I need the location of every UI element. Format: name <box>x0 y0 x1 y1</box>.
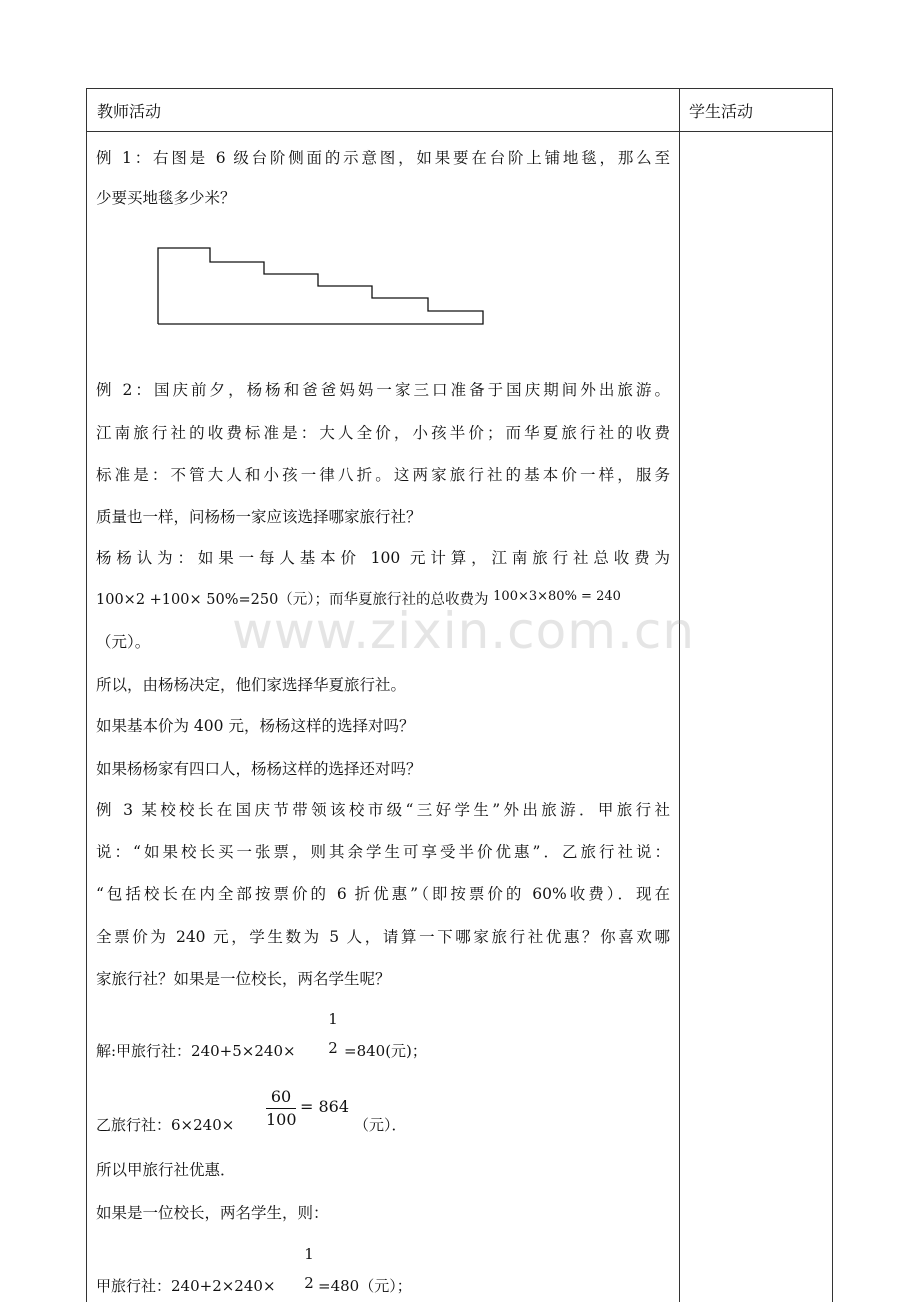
staircase-diagram <box>150 238 490 338</box>
ex2-line-2: 江南旅行社的收费标准是：大人全价，小孩半价；而华夏旅行社的收费 <box>96 424 670 442</box>
ex1-line-2: 少要买地毯多少米？ <box>96 189 236 207</box>
solution-1-result: =840(元)； <box>344 1042 427 1060</box>
ex2-line-4: 质量也一样，问杨杨一家应该选择哪家旅行社？ <box>96 508 422 526</box>
ex2-line-8: 所以，由杨杨决定，他们家选择华夏旅行社。 <box>96 676 407 694</box>
conclusion-line: 所以甲旅行社优惠． <box>96 1161 236 1179</box>
ex2-line-7: （元）。 <box>96 633 151 651</box>
solution-3-prefix: 甲旅行社：240+2×240× <box>96 1277 276 1295</box>
fraction-2-denominator: 100 <box>266 1110 297 1129</box>
ex3-line-3: “包括校长在内全部按票价的 6 折优惠”（即按票价的 60%收费）．现在 <box>96 885 670 903</box>
ex1-line-1: 例 1：右图是 6 级台阶侧面的示意图，如果要在台阶上铺地毯，那么至 <box>96 149 670 167</box>
site-watermark: www.zixin.com.cn <box>232 602 696 660</box>
fraction-1-denominator: 2 <box>328 1039 338 1057</box>
fraction-2-numerator: 60 <box>266 1089 296 1109</box>
ex2-line-3: 标准是：不管大人和小孩一律八折。这两家旅行社的基本价一样，服务 <box>96 466 670 484</box>
solution-3-result: =480（元）； <box>318 1277 412 1295</box>
ex3-line-1: 例 3 某校校长在国庆节带领该校市级“三好学生”外出旅游．甲旅行社 <box>96 801 670 819</box>
ex2-line-10: 如果杨杨家有四口人，杨杨这样的选择还对吗？ <box>96 760 422 778</box>
fraction-1-numerator: 1 <box>328 1010 338 1028</box>
solution-1-prefix: 解:甲旅行社：240+5×240× <box>96 1042 296 1060</box>
column-divider <box>679 89 680 1302</box>
ex3-line-4: 全票价为 240 元，学生数为 5 人，请算一下哪家旅行社优惠？你喜欢哪 <box>96 928 670 946</box>
ex2-line-6-text: 100×2 +100× 50%=250（元）；而华夏旅行社的总收费为 <box>96 592 494 608</box>
student-activity-header: 学生活动 <box>689 102 754 121</box>
ex3-line-5: 家旅行社？如果是一位校长，两名学生呢？ <box>96 970 391 988</box>
case-two-students-line: 如果是一位校长，两名学生，则： <box>96 1204 329 1222</box>
solution-2-equals: = 864 <box>300 1097 350 1116</box>
header-divider <box>87 131 832 132</box>
ex2-line-9: 如果基本价为 400 元，杨杨这样的选择对吗？ <box>96 717 415 735</box>
fraction-60-100 <box>266 1089 296 1128</box>
fraction-3-denominator: 2 <box>304 1274 314 1292</box>
ex2-line-5: 杨杨认为：如果一每人基本价 100 元计算，江南旅行社总收费为 <box>96 549 670 567</box>
ex3-line-2: 说：“如果校长买一张票，则其余学生可享受半价优惠”．乙旅行社说： <box>96 843 670 861</box>
fraction-half-3 <box>302 1247 316 1291</box>
solution-2-unit: （元）． <box>354 1116 407 1134</box>
solution-2-prefix: 乙旅行社：6×240× <box>96 1116 235 1134</box>
teacher-activity-header: 教师活动 <box>97 102 162 121</box>
ex2-line-1: 例 2：国庆前夕，杨杨和爸爸妈妈一家三口准备于国庆期间外出旅游。 <box>96 381 670 399</box>
ex2-line-6-formula: 100×3×80% = 240 <box>493 589 621 604</box>
fraction-3-numerator: 1 <box>304 1245 314 1263</box>
fraction-half-1 <box>326 1012 340 1056</box>
